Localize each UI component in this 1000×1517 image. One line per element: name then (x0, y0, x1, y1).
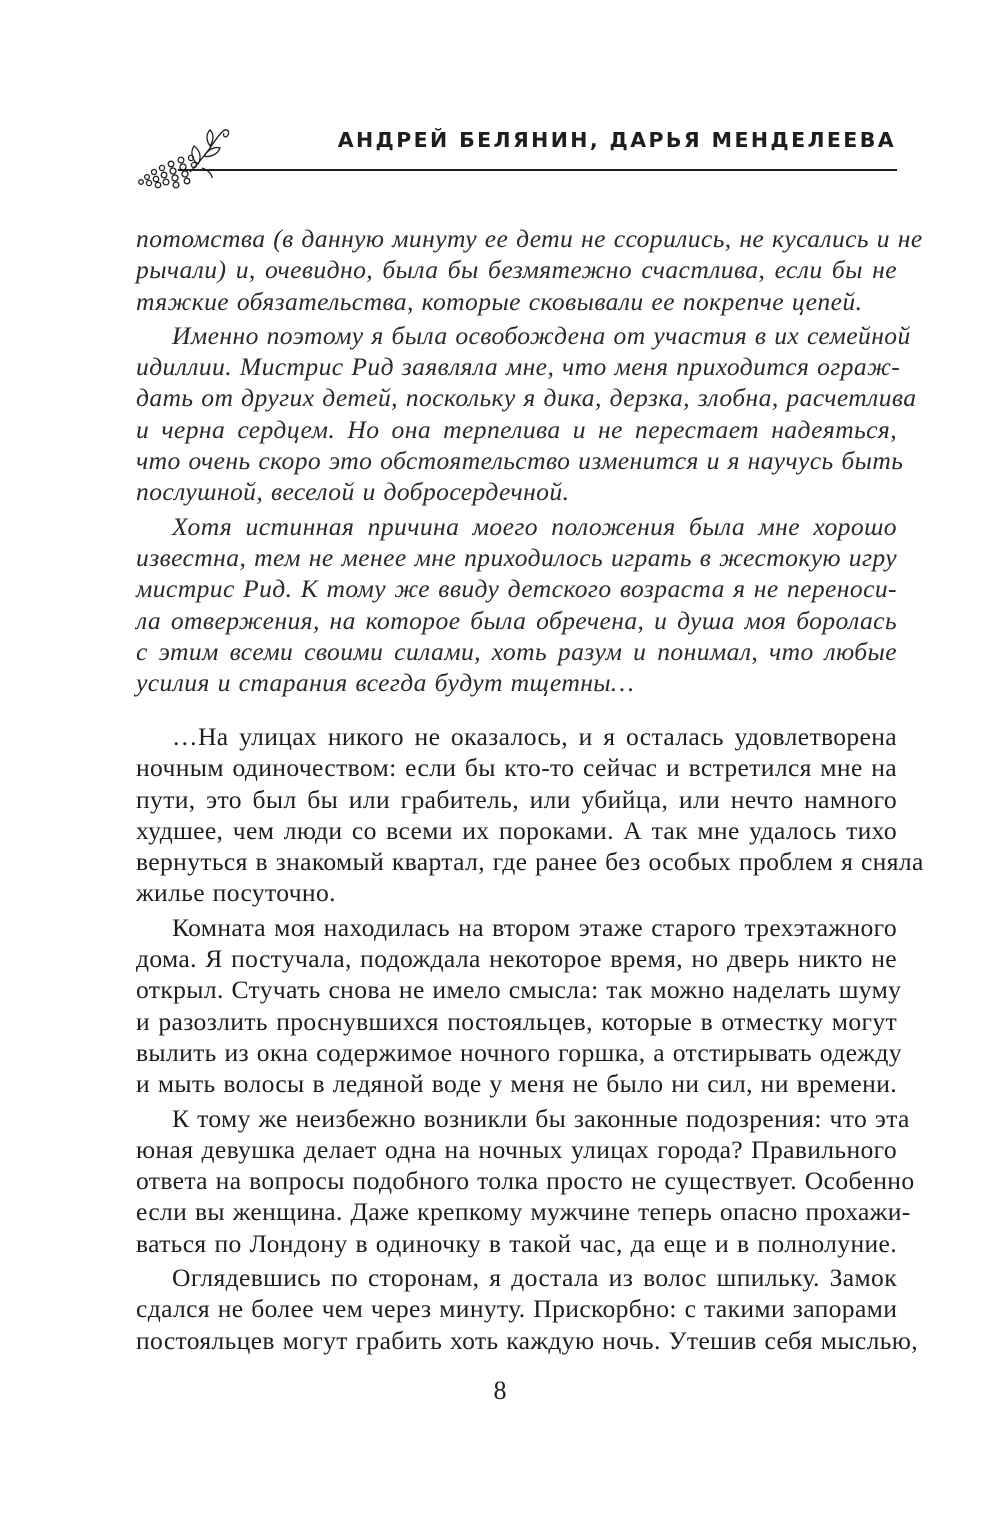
text-line: и мыть волосы в ледяной воде у меня не было ни сил, ни времени. (136, 1069, 897, 1099)
text-line: и черна сердцем. Но она терпелива и не перестает надеяться, (136, 414, 897, 444)
text-line: Оглядевшись по сторонам, я достала из волос шпильку. Замок (172, 1263, 897, 1293)
text-line: ночным одиночеством: если бы кто-то сейчас и встретился мне на (136, 753, 897, 783)
text-line: и разозлить проснувшихся постояльцев, которые в отместку могут (136, 1006, 897, 1036)
body-paragraph (136, 1103, 915, 1259)
text-line: мистрис Рид. К тому же ввиду детского возраста я не переноси- (136, 574, 897, 604)
text-line: идиллии. Мистрис Рид заявляла мне, что меня приходится ограж- (136, 352, 901, 382)
text-line: К тому же неизбежно возникли бы законные подозрения: что эта (172, 1103, 910, 1133)
text-line: вылить из окна содержимое ночного горшка, а отстирывать одежду (136, 1037, 902, 1067)
header-divider (178, 169, 897, 171)
text-line: дать от других детей, поскольку я дика, дерзка, злобна, расчетлива (136, 383, 917, 413)
text-line: потомства (в данную минуту ее дети не ссорились, не кусались и не (136, 224, 923, 253)
text-line: открыл. Стучать снова не имело смысла: так можно наделать шуму (136, 975, 902, 1005)
text-line: тяжкие обязательства, которые сковывали ее покрепче цепей. (136, 286, 863, 316)
main-text (136, 721, 924, 1356)
text-line: вернуться в знакомый квартал, где ранее без особых проблем я сняла (136, 847, 924, 877)
italic-paragraph (136, 320, 917, 508)
text-line: если вы женщина. Даже крепкому мужчине теперь опасно прохажи- (136, 1197, 911, 1227)
text-line: сдался не более чем через минуту. Прискорбно: с такими запорами (136, 1294, 898, 1324)
text-line: юная девушка делает одна на ночных улицах города? Правильного (136, 1134, 897, 1164)
text-line: постояльцев могут грабить хоть каждую ночь. Утешив себя мыслью, (136, 1325, 918, 1355)
text-line: известна, тем не менее мне приходилось играть в жестокую игру (136, 542, 897, 572)
body-paragraph (136, 1262, 918, 1356)
text-line: пути, это был бы или грабитель, или убийца, или нечто намного (136, 784, 897, 814)
text-line: что очень скоро это обстоятельство изменится и я научусь быть (136, 446, 904, 476)
text-line: худшее, чем люди со всеми их пороками. А так мне удалось тихо (136, 815, 897, 845)
text-line: ваться по Лондону в одиночку в такой час, да еще и в полнолуние. (136, 1228, 897, 1258)
body-paragraph (136, 721, 924, 909)
text-line: с этим всеми своими силами, хоть разум и понимал, что любые (136, 636, 897, 666)
page-number: 8 (493, 1376, 507, 1405)
text-line: Хотя истинная причина моего положения была мне хорошо (172, 511, 897, 541)
text-line: дома. Я постучала, подождала некоторое время, но дверь никто не (136, 944, 897, 974)
text-line: рычали) и, очевидно, была бы безмятежно счастлива, если бы не (136, 255, 897, 285)
text-line: Комната моя находилась на втором этаже старого трехэтажного (172, 912, 897, 942)
text-line: жилье посуточно. (136, 878, 336, 908)
text-line: Именно поэтому я была освобождена от участия в их семейной (172, 320, 911, 350)
berry-vine-ornament-icon (132, 122, 232, 192)
text-line: послушной, веселой и добросердечной. (136, 477, 570, 507)
text-line: ответа на вопросы подобного толка просто не существует. Особенно (136, 1166, 915, 1196)
text-line: ла отвержения, на которое была обречена, и душа моя боролась (136, 605, 897, 635)
italic-excerpt (136, 223, 923, 698)
text-line: усилия и старания всегда будут тщетны… (136, 668, 635, 698)
body-paragraph (136, 912, 902, 1100)
text-line: …На улицах никого не оказалось, и я осталась удовлетворена (172, 722, 897, 751)
italic-paragraph (136, 223, 923, 317)
italic-paragraph (136, 511, 897, 699)
running-header-authors: АНДРЕЙ БЕЛЯНИН, ДАРЬЯ МЕНДЕЛЕЕВА (337, 128, 896, 152)
